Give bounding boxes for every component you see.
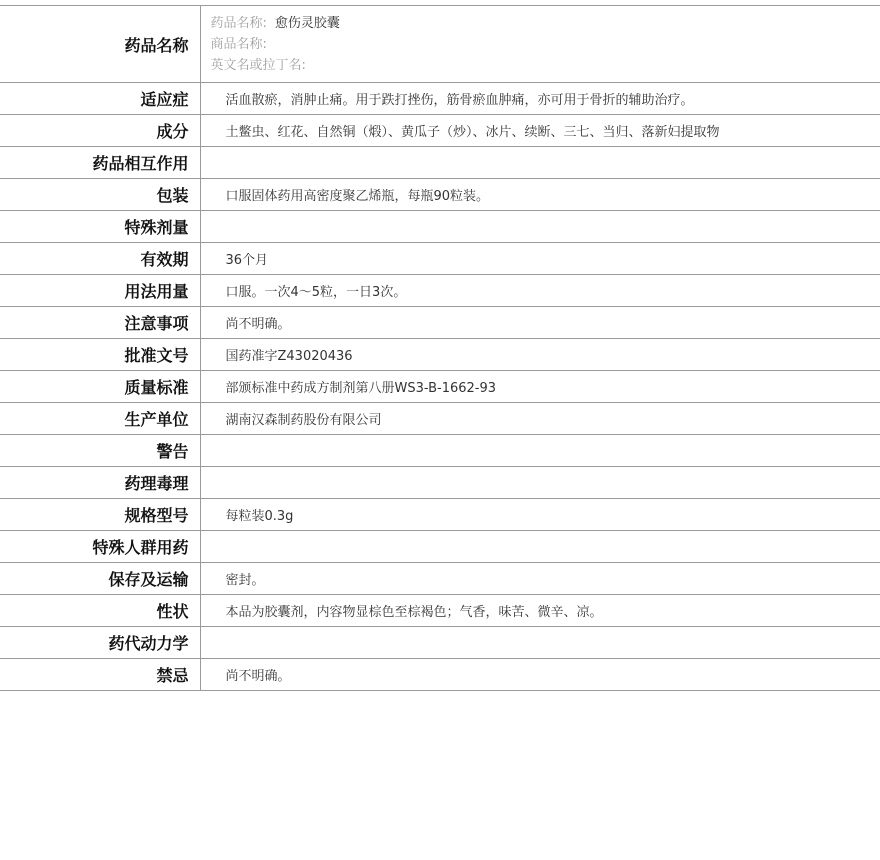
row-dosage <box>0 275 880 307</box>
row-label: 药品名称 <box>0 6 200 83</box>
row-label: 有效期 <box>0 243 200 275</box>
row-label: 规格型号 <box>0 499 200 531</box>
row-label: 用法用量 <box>0 275 200 307</box>
row-approval-number <box>0 339 880 371</box>
row-description <box>0 595 880 627</box>
row-label: 药理毒理 <box>0 467 200 499</box>
row-warning <box>0 435 880 467</box>
row-ingredients <box>0 115 880 147</box>
english-name-line <box>211 55 880 76</box>
row-label: 性状 <box>0 595 200 627</box>
generic-name-line <box>211 13 880 34</box>
row-label: 特殊人群用药 <box>0 531 200 563</box>
row-label: 特殊剂量 <box>0 211 200 243</box>
row-value <box>200 211 880 243</box>
row-label: 注意事项 <box>0 307 200 339</box>
row-value <box>200 467 880 499</box>
row-value: 本品为胶囊剂，内容物显棕色至棕褐色；气香，味苦、微辛、凉。 <box>225 605 603 620</box>
row-contraindications <box>0 659 880 691</box>
row-specification <box>0 499 880 531</box>
row-label: 批准文号 <box>0 339 200 371</box>
row-storage <box>0 563 880 595</box>
generic-name-value: 愈伤灵胶囊 <box>274 15 340 31</box>
row-label: 保存及运输 <box>0 563 200 595</box>
trade-name-line <box>211 34 880 55</box>
row-precautions <box>0 307 880 339</box>
row-label: 适应症 <box>0 83 200 115</box>
row-label: 成分 <box>0 115 200 147</box>
row-packaging <box>0 179 880 211</box>
row-indications <box>0 83 880 115</box>
row-value: 口服。一次4～5粒，一日3次。 <box>225 285 407 300</box>
row-label: 警告 <box>0 435 200 467</box>
row-drug-name <box>0 6 880 83</box>
drug-name-block <box>201 13 880 76</box>
row-label: 药品相互作用 <box>0 147 200 179</box>
row-value: 口服固体药用高密度聚乙烯瓶，每瓶90粒装。 <box>225 189 490 204</box>
english-name-key: 英文名或拉丁名: <box>210 57 306 73</box>
row-quality-standard <box>0 371 880 403</box>
trade-name-key: 商品名称: <box>210 36 267 52</box>
row-special-populations <box>0 531 880 563</box>
row-manufacturer <box>0 403 880 435</box>
row-special-dosage <box>0 211 880 243</box>
row-label: 质量标准 <box>0 371 200 403</box>
row-value <box>200 435 880 467</box>
row-value: 国药准字Z43020436 <box>225 349 353 364</box>
generic-name-key: 药品名称: <box>210 15 267 31</box>
row-value: 土鳖虫、红花、自然铜（煅）、黄瓜子（炒）、冰片、续断、三七、当归、落新妇提取物 <box>225 125 720 140</box>
row-label: 禁忌 <box>0 659 200 691</box>
row-value: 尚不明确。 <box>225 669 291 684</box>
row-value: 密封。 <box>225 573 265 588</box>
row-value: 每粒装0.3g <box>225 509 294 524</box>
drug-name-cell <box>200 6 880 83</box>
row-value <box>200 627 880 659</box>
row-value: 36个月 <box>225 253 269 268</box>
row-value: 尚不明确。 <box>225 317 291 332</box>
drug-spec-table <box>0 5 880 691</box>
row-value: 部颁标准中药成方制剂第八册WS3-B-1662-93 <box>225 381 497 396</box>
row-value <box>200 531 880 563</box>
row-value: 湖南汉森制药股份有限公司 <box>225 413 382 428</box>
row-label: 包装 <box>0 179 200 211</box>
row-label: 药代动力学 <box>0 627 200 659</box>
row-value: 活血散瘀，消肿止痛。用于跌打挫伤，筋骨瘀血肿痛，亦可用于骨折的辅助治疗。 <box>225 93 694 108</box>
row-pharmacokinetics <box>0 627 880 659</box>
row-drug-interactions <box>0 147 880 179</box>
row-label: 生产单位 <box>0 403 200 435</box>
row-value <box>200 147 880 179</box>
row-shelf-life <box>0 243 880 275</box>
row-pharmacology <box>0 467 880 499</box>
